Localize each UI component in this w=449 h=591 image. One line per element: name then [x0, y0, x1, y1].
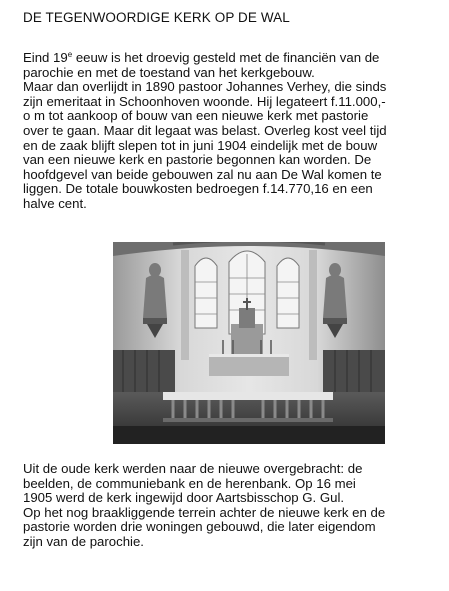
text-line: over te gaan. Maar dit legaat was belast. Overleg kost veel tijd	[23, 122, 387, 138]
page-title: DE TEGENWOORDIGE KERK OP DE WAL	[23, 10, 290, 25]
text-line: Uit de oude kerk werden naar de nieuwe overgebracht: de	[23, 461, 363, 476]
church-interior-photo	[113, 242, 385, 444]
text-line: van een nieuwe kerk en pastorie begonnen kan worden. De	[23, 152, 372, 168]
text-line: parochie en met de toestand van het kerkgebouw.	[23, 64, 315, 80]
text-line: Maar dan overlijdt in 1890 pastoor Johannes Verhey, die sinds	[23, 79, 387, 95]
text-line: halve cent.	[23, 195, 87, 211]
text-line: beelden, de communiebank en de herenbank. Op 16 mei	[23, 475, 356, 491]
text-line: hoofdgevel van beide gebouwen zal nu aan De Wal komen te	[23, 166, 382, 182]
paragraph-consecration	[23, 462, 437, 550]
text-line: Op het nog braakliggende terrein achter de nieuwe kerk en de	[23, 504, 386, 520]
text-line: o m tot aankoop of bouw van een nieuwe kerk met pastorie	[23, 108, 369, 124]
text-line: Eind 19e eeuw is het droevig gesteld met de financiën van de	[23, 50, 380, 65]
text-line: en de zaak blijft slepen tot in juni 1904 eindelijk met de bouw	[23, 137, 378, 153]
paragraph-history	[23, 51, 437, 212]
text-line: liggen. De totale bouwkosten bedroegen f.14.770,16 en een	[23, 181, 373, 197]
text-line: 1905 werd de kerk ingewijd door Aartsbisschop G. Gul.	[23, 490, 345, 506]
text-line: zijn van de parochie.	[23, 533, 144, 549]
text-line: pastorie worden drie woningen gebouwd, die later eigendom	[23, 519, 376, 535]
text-line: zijn emeritaat in Schoonhoven woonde. Hij legateert f.11.000,-	[23, 93, 386, 109]
